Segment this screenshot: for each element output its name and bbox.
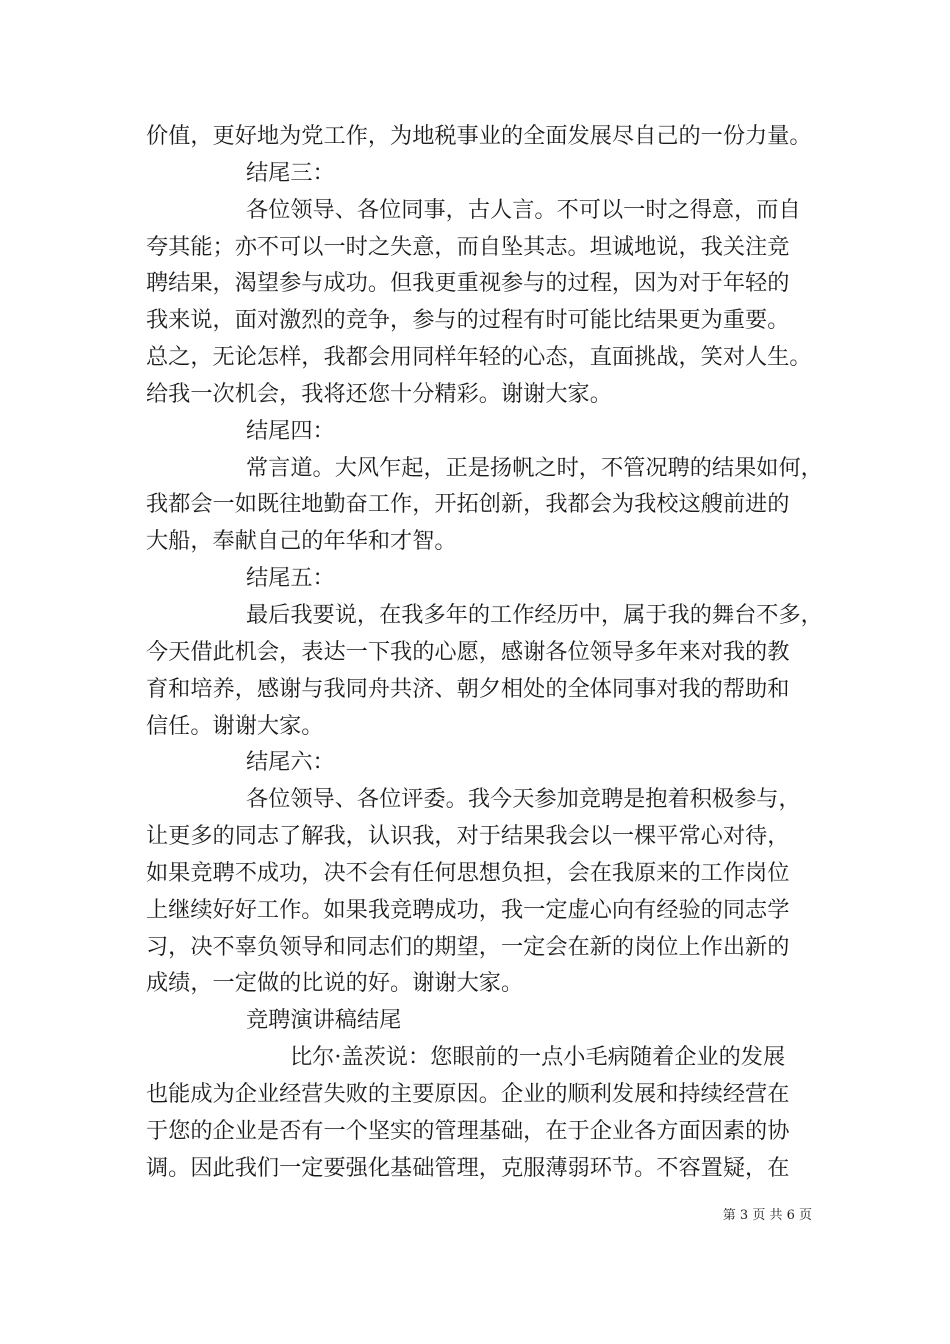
body-line: 调。因此我们一定要强化基础管理，克服薄弱环节。不容置疑，在 — [146, 1154, 790, 1181]
body-line: 各位领导、各位评委。我今天参加竞聘是抱着积极参与， — [246, 786, 801, 813]
body-line: 今天借此机会，表达一下我的心愿，感谢各位领导多年来对我的教 — [146, 638, 790, 665]
body-line: 价值，更好地为党工作，为地税事业的全面发展尽自己的一份力量。 — [146, 123, 812, 149]
body-line: 我来说，面对激烈的竞争，参与的过程有时可能比结果更为重要。 — [146, 307, 790, 334]
body-line: 常言道。大风乍起，正是扬帆之时，不管况聘的结果如何， — [246, 454, 823, 481]
section-heading: 竞聘演讲稿结尾 — [246, 1007, 402, 1034]
page-number-footer: 第 3 页 共 6 页 — [722, 1208, 812, 1223]
body-line: 于您的企业是否有一个坚实的管理基础，在于企业各方面因素的协 — [146, 1117, 790, 1144]
body-line: 总之，无论怎样，我都会用同样年轻的心态，直面挑战，笑对人生。 — [146, 344, 812, 371]
document-body — [146, 118, 823, 1186]
body-line: 大船，奉献自己的年华和才智。 — [146, 528, 457, 555]
section-heading: 结尾四： — [246, 417, 335, 444]
body-line: 我都会一如既往地勤奋工作，开拓创新，我都会为我校这艘前进的 — [146, 491, 790, 518]
body-line: 成绩，一定做的比说的好。谢谢大家。 — [146, 970, 524, 997]
section-heading: 结尾三： — [246, 159, 335, 186]
body-line: 让更多的同志了解我，认识我，对于结果我会以一棵平常心对待， — [146, 823, 790, 850]
section-heading: 结尾五： — [246, 565, 335, 592]
body-line: 育和培养，感谢与我同舟共济、朝夕相处的全体同事对我的帮助和 — [146, 675, 790, 702]
body-line: 给我一次机会，我将还您十分精彩。谢谢大家。 — [146, 380, 612, 407]
body-line: 习，决不辜负领导和同志们的期望，一定会在新的岗位上作出新的 — [146, 933, 790, 960]
body-line: 比尔·盖茨说：您眼前的一点小毛病随着企业的发展 — [290, 1044, 786, 1071]
body-line: 聘结果，渴望参与成功。但我更重视参与的过程，因为对于年轻的 — [146, 270, 790, 297]
body-line: 也能成为企业经营失败的主要原因。企业的顺利发展和持续经营在 — [146, 1080, 790, 1107]
section-heading: 结尾六： — [246, 749, 335, 776]
body-line: 如果竞聘不成功，决不会有任何思想负担，会在我原来的工作岗位 — [146, 859, 790, 886]
body-line: 信任。谢谢大家。 — [146, 712, 324, 739]
body-line: 上继续好好工作。如果我竞聘成功，我一定虚心向有经验的同志学 — [146, 896, 790, 923]
body-line: 最后我要说，在我多年的工作经历中，属于我的舞台不多， — [246, 601, 823, 628]
body-line: 夸其能；亦不可以一时之失意，而自坠其志。坦诚地说，我关注竞 — [146, 233, 790, 260]
body-line: 各位领导、各位同事，古人言。不可以一时之得意，而自 — [246, 196, 801, 223]
